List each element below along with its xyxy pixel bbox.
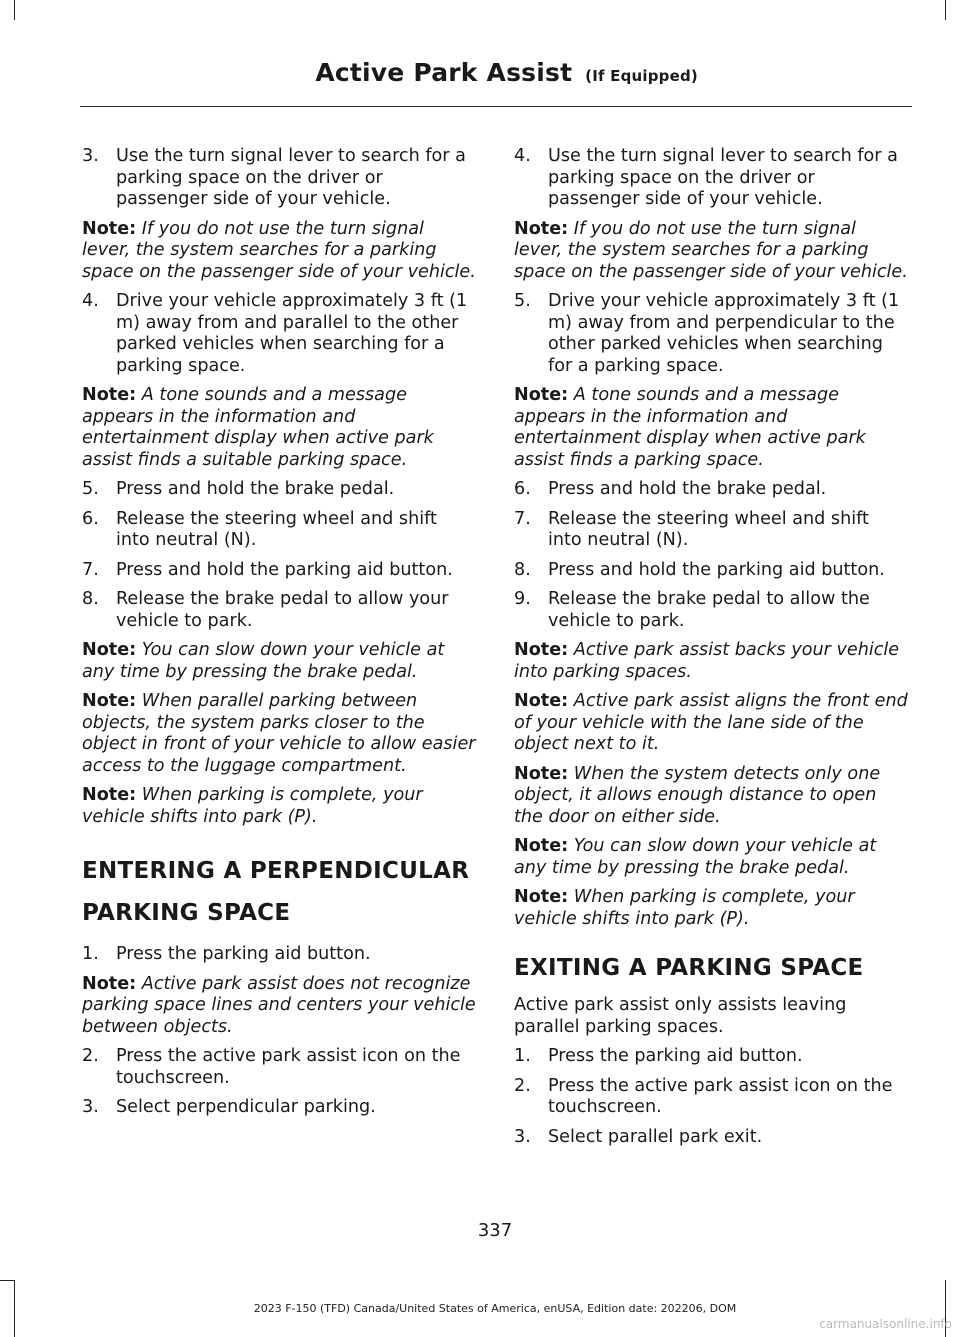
note-label: Note: (82, 385, 137, 405)
list-item (514, 1076, 908, 1119)
list-item-number: 2. (82, 1046, 99, 1066)
note (82, 974, 476, 1039)
note (82, 385, 476, 471)
note-text: When parallel parking between objects, the system parks closer to the object in front of your vehicle to allow easier access to the luggage compartment. (82, 691, 476, 776)
list-item (82, 291, 476, 377)
step-list (514, 1046, 908, 1148)
step-list (82, 291, 476, 377)
step-list (82, 944, 476, 966)
section-heading-line: ENTERING A PERPENDICULAR (82, 858, 470, 884)
step-list (514, 479, 908, 632)
section-heading: EXITING A PARKING SPACE (514, 955, 864, 981)
list-item-number: 6. (82, 508, 99, 529)
watermark: carmanualsonline.info (819, 1317, 952, 1331)
list-item (514, 479, 908, 501)
note (514, 836, 908, 879)
note (82, 691, 476, 777)
note-text: When parking is complete, your vehicle shifts into park (P). (514, 887, 855, 929)
left-column (82, 146, 476, 1127)
crop-mark-bottom-left-h (0, 1280, 14, 1281)
note-label: Note: (514, 218, 569, 239)
paragraph: Active park assist only assists leaving parallel parking spaces. (514, 995, 847, 1037)
note-label: Note: (514, 691, 569, 711)
list-item-text: Select perpendicular parking. (116, 1097, 376, 1117)
note-text: When parking is complete, your vehicle shifts into park (P). (82, 785, 423, 827)
note-list (514, 640, 908, 930)
page-number: 337 (477, 1220, 513, 1241)
step-list (514, 291, 908, 377)
note-text: If you do not use the turn signal lever, the system searches for a parking space on the passenger side of your vehicle. (514, 218, 908, 282)
list-item (514, 146, 908, 211)
note-list (82, 640, 476, 828)
note-label: Note: (82, 640, 137, 660)
note (514, 691, 908, 756)
crop-mark-top-right (945, 0, 946, 20)
list-item-text: Release the steering wheel and shift into neutral (N). (548, 508, 869, 550)
note (514, 219, 908, 284)
note-text: Active park assist does not recognize parking space lines and centers your vehicle between objects. (82, 973, 476, 1037)
list-item (82, 1046, 476, 1089)
right-column (514, 146, 908, 1156)
note (82, 219, 476, 284)
list-item (514, 1127, 908, 1149)
note-text: When the system detects only one object, it allows enough distance to open the door on either side. (514, 763, 881, 827)
step-list (82, 479, 476, 632)
note (514, 385, 908, 471)
page-header-title (315, 58, 698, 87)
list-item (514, 589, 908, 632)
list-item-number: 7. (514, 508, 531, 529)
list-item-text: Press the active park assist icon on the touchscreen. (116, 1046, 461, 1088)
list-item-number: 1. (514, 1046, 531, 1066)
header-title-sub: (If Equipped) (585, 67, 698, 85)
note-text: You can slow down your vehicle at any time by pressing the brake pedal. (514, 836, 877, 878)
list-item (514, 560, 908, 582)
list-item (82, 589, 476, 632)
note-label: Note: (514, 887, 569, 907)
note-text: You can slow down your vehicle at any time by pressing the brake pedal. (82, 640, 445, 682)
list-item (514, 291, 908, 377)
list-item (82, 509, 476, 552)
list-item-number: 5. (82, 479, 99, 499)
list-item-text: Press and hold the parking aid button. (548, 559, 885, 580)
note-text: Active park assist aligns the front end of your vehicle with the lane side of the object next to it. (514, 691, 908, 754)
list-item-number: 6. (514, 479, 531, 499)
list-item-text: Release the brake pedal to allow your vehicle to park. (116, 589, 449, 631)
list-item-text: Press and hold the brake pedal. (548, 479, 827, 499)
note (514, 640, 908, 683)
note-label: Note: (82, 785, 137, 805)
list-item-text: Use the turn signal lever to search for a parking space on the driver or passenger side of your vehicle. (116, 146, 466, 209)
list-item-number: 2. (514, 1075, 531, 1096)
note-label: Note: (82, 691, 137, 711)
note (82, 785, 476, 828)
note (514, 887, 908, 930)
header-rule (80, 106, 912, 107)
list-item-text: Press the parking aid button. (548, 1046, 803, 1066)
list-item-text: Release the brake pedal to allow the vehicle to park. (548, 589, 870, 631)
list-item (82, 944, 476, 966)
list-item-number: 3. (514, 1126, 531, 1147)
note (82, 640, 476, 683)
list-item-number: 8. (514, 559, 531, 580)
note-text: A tone sounds and a message appears in the information and entertainment display when active park assist finds a parking space. (514, 385, 866, 470)
note-label: Note: (514, 385, 569, 405)
list-item-number: 3. (82, 146, 99, 166)
list-item (514, 509, 908, 552)
note-text: Active park assist backs your vehicle into parking spaces. (514, 640, 900, 682)
note-text: A tone sounds and a message appears in the information and entertainment display when active park assist finds a suitable parking space. (82, 385, 434, 470)
list-item-number: 8. (82, 589, 99, 609)
note-label: Note: (82, 973, 137, 994)
note-label: Note: (514, 640, 569, 660)
step-list (82, 146, 476, 211)
list-item-text: Drive your vehicle approximately 3 ft (1 m) away from and parallel to the other parked vehicles when searching for a parking space. (116, 291, 468, 376)
list-item (82, 146, 476, 211)
note (514, 764, 908, 829)
list-item-text: Press and hold the brake pedal. (116, 479, 395, 499)
list-item-number: 1. (82, 944, 99, 964)
list-item-number: 3. (82, 1097, 99, 1117)
list-item-text: Press the active park assist icon on the touchscreen. (548, 1075, 893, 1117)
note-label: Note: (514, 836, 569, 856)
list-item (82, 560, 476, 582)
list-item-text: Press and hold the parking aid button. (116, 559, 453, 580)
step-list (514, 146, 908, 211)
list-item-number: 7. (82, 559, 99, 580)
list-item-number: 9. (514, 589, 531, 609)
note-label: Note: (82, 218, 137, 239)
step-list (82, 1046, 476, 1119)
list-item-text: Use the turn signal lever to search for a parking space on the driver or passenger side of your vehicle. (548, 146, 898, 209)
list-item-text: Press the parking aid button. (116, 944, 371, 964)
list-item-text: Select parallel park exit. (548, 1126, 763, 1147)
header-title-main: Active Park Assist (315, 58, 573, 87)
list-item-number: 4. (82, 291, 99, 311)
footer-text: 2023 F-150 (TFD) Canada/United States of America, enUSA, Edition date: 202206, DOM (253, 1302, 737, 1315)
list-item (82, 1097, 476, 1119)
list-item-text: Release the steering wheel and shift into neutral (N). (116, 508, 437, 550)
list-item (514, 1046, 908, 1068)
list-item (82, 479, 476, 501)
section-heading (82, 850, 476, 934)
list-item-number: 4. (514, 146, 531, 166)
list-item-text: Drive your vehicle approximately 3 ft (1 m) away from and perpendicular to the other parked vehicles when searching for a parking space. (548, 291, 900, 376)
crop-mark-top-left (14, 0, 15, 20)
list-item-number: 5. (514, 291, 531, 311)
section-heading-line: PARKING SPACE (82, 900, 291, 926)
note-text: If you do not use the turn signal lever, the system searches for a parking space on the passenger side of your vehicle. (82, 218, 476, 282)
note-label: Note: (514, 763, 569, 784)
